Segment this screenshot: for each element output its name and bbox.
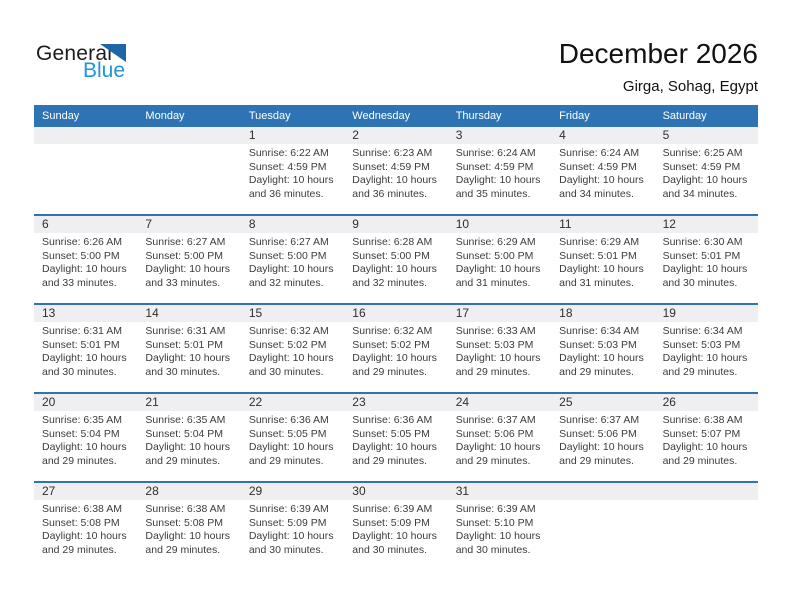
detail-line: Sunrise: 6:29 AM	[559, 236, 640, 248]
calendar-empty-cell	[551, 483, 654, 570]
detail-line: Sunset: 5:07 PM	[662, 427, 741, 440]
detail-line: and 29 minutes.	[352, 365, 427, 378]
week-row	[34, 214, 758, 303]
day-number	[551, 483, 654, 500]
calendar-day-cell	[137, 394, 240, 481]
day-sun-details	[448, 411, 551, 468]
calendar-day-cell	[241, 394, 344, 481]
detail-line: Daylight: 10 hours	[559, 174, 644, 186]
detail-line: and 36 minutes.	[352, 187, 427, 200]
day-number: 12	[655, 216, 758, 233]
day-sun-details	[344, 322, 447, 379]
detail-line: and 30 minutes.	[455, 543, 531, 556]
detail-line: Daylight: 10 hours	[248, 352, 334, 364]
detail-line: Sunset: 4:59 PM	[352, 160, 430, 173]
detail-line: Sunrise: 6:31 AM	[145, 325, 226, 337]
day-number: 5	[655, 127, 758, 144]
detail-line: and 29 minutes.	[352, 454, 427, 467]
day-sun-details	[655, 233, 758, 290]
detail-line: and 29 minutes.	[559, 365, 634, 378]
detail-line: Sunset: 5:02 PM	[352, 338, 430, 351]
calendar-day-cell	[344, 216, 447, 303]
detail-line: Sunset: 5:05 PM	[352, 427, 430, 440]
detail-line: Sunrise: 6:27 AM	[145, 236, 226, 248]
day-number	[34, 127, 137, 144]
logo-blue-text: Blue	[83, 59, 126, 82]
page-subtitle-location: Girga, Sohag, Egypt	[622, 78, 758, 95]
detail-line: Sunset: 5:01 PM	[559, 249, 637, 262]
day-sun-details	[655, 411, 758, 468]
day-number: 3	[448, 127, 551, 144]
day-number: 17	[448, 305, 551, 322]
day-number: 31	[448, 483, 551, 500]
detail-line: Sunset: 5:02 PM	[248, 338, 327, 351]
detail-line: and 30 minutes.	[662, 276, 738, 289]
detail-line: Daylight: 10 hours	[559, 263, 644, 275]
day-sun-details	[551, 322, 654, 379]
detail-line: Daylight: 10 hours	[455, 352, 541, 364]
detail-line: Daylight: 10 hours	[145, 352, 231, 364]
day-sun-details	[34, 322, 137, 379]
detail-line: Sunset: 5:08 PM	[42, 516, 120, 529]
detail-line: Sunrise: 6:37 AM	[455, 414, 536, 426]
page-title: December 2026	[558, 38, 758, 69]
detail-line: Sunrise: 6:26 AM	[42, 236, 122, 248]
day-number: 18	[551, 305, 654, 322]
detail-line: and 36 minutes.	[248, 187, 324, 200]
day-number: 8	[241, 216, 344, 233]
day-number: 26	[655, 394, 758, 411]
calendar-day-cell	[344, 305, 447, 392]
calendar-day-cell	[448, 305, 551, 392]
detail-line: and 32 minutes.	[248, 276, 324, 289]
calendar-day-cell	[655, 127, 758, 214]
detail-line: Sunrise: 6:36 AM	[352, 414, 433, 426]
detail-line: Sunset: 4:59 PM	[455, 160, 534, 173]
detail-line: Daylight: 10 hours	[352, 352, 437, 364]
day-number: 28	[137, 483, 240, 500]
day-sun-details	[344, 233, 447, 290]
day-number: 22	[241, 394, 344, 411]
detail-line: Sunrise: 6:39 AM	[248, 503, 329, 515]
detail-line: and 29 minutes.	[42, 454, 117, 467]
detail-line: Sunset: 5:03 PM	[662, 338, 741, 351]
detail-line: Sunset: 5:06 PM	[455, 427, 534, 440]
detail-line: Daylight: 10 hours	[662, 352, 748, 364]
calendar-day-cell	[137, 305, 240, 392]
detail-line: Daylight: 10 hours	[42, 530, 127, 542]
detail-line: Sunrise: 6:28 AM	[352, 236, 433, 248]
day-sun-details	[448, 500, 551, 557]
calendar-empty-cell	[34, 127, 137, 214]
detail-line: and 29 minutes.	[455, 365, 531, 378]
detail-line: Daylight: 10 hours	[455, 263, 541, 275]
detail-line: Sunrise: 6:39 AM	[352, 503, 433, 515]
day-sun-details	[448, 322, 551, 379]
detail-line: Daylight: 10 hours	[248, 441, 334, 453]
weekday-header-sunday: Sunday	[42, 110, 80, 122]
weekday-header-friday: Friday	[559, 110, 590, 122]
weekday-header-thursday: Thursday	[455, 110, 502, 122]
detail-line: Daylight: 10 hours	[662, 174, 748, 186]
day-sun-details	[34, 500, 137, 557]
calendar-day-cell	[551, 394, 654, 481]
day-sun-details	[448, 144, 551, 201]
day-number: 20	[34, 394, 137, 411]
detail-line: Sunset: 5:03 PM	[559, 338, 637, 351]
detail-line: and 29 minutes.	[662, 365, 738, 378]
detail-line: Sunset: 5:01 PM	[42, 338, 120, 351]
detail-line: Daylight: 10 hours	[145, 530, 231, 542]
calendar-day-cell	[34, 216, 137, 303]
general-blue-logo	[36, 42, 156, 82]
day-sun-details	[655, 144, 758, 201]
calendar-day-cell	[551, 127, 654, 214]
detail-line: Daylight: 10 hours	[352, 441, 437, 453]
detail-line: and 29 minutes.	[42, 543, 117, 556]
detail-line: Daylight: 10 hours	[42, 352, 127, 364]
detail-line: Sunrise: 6:34 AM	[559, 325, 640, 337]
calendar	[34, 105, 758, 570]
detail-line: Daylight: 10 hours	[455, 174, 541, 186]
day-sun-details	[241, 233, 344, 290]
detail-line: and 30 minutes.	[248, 365, 324, 378]
detail-line: Daylight: 10 hours	[662, 263, 748, 275]
detail-line: Sunrise: 6:24 AM	[455, 147, 536, 159]
calendar-day-cell	[241, 216, 344, 303]
detail-line: Sunset: 5:09 PM	[248, 516, 327, 529]
detail-line: Sunrise: 6:38 AM	[42, 503, 122, 515]
calendar-day-cell	[137, 216, 240, 303]
detail-line: Sunset: 4:59 PM	[559, 160, 637, 173]
calendar-day-cell	[448, 216, 551, 303]
calendar-empty-cell	[137, 127, 240, 214]
detail-line: Sunrise: 6:36 AM	[248, 414, 329, 426]
detail-line: Sunset: 5:00 PM	[455, 249, 534, 262]
day-sun-details	[241, 411, 344, 468]
detail-line: and 33 minutes.	[42, 276, 117, 289]
detail-line: and 35 minutes.	[455, 187, 531, 200]
detail-line: Daylight: 10 hours	[455, 530, 541, 542]
detail-line: Sunset: 5:09 PM	[352, 516, 430, 529]
day-number: 25	[551, 394, 654, 411]
day-sun-details	[137, 322, 240, 379]
detail-line: and 32 minutes.	[352, 276, 427, 289]
detail-line: Sunrise: 6:22 AM	[248, 147, 329, 159]
detail-line: Sunrise: 6:27 AM	[248, 236, 329, 248]
day-number: 9	[344, 216, 447, 233]
detail-line: Daylight: 10 hours	[42, 441, 127, 453]
detail-line: Sunrise: 6:38 AM	[662, 414, 743, 426]
calendar-day-cell	[241, 127, 344, 214]
week-row	[34, 392, 758, 481]
day-number: 19	[655, 305, 758, 322]
day-sun-details	[241, 144, 344, 201]
detail-line: Sunrise: 6:34 AM	[662, 325, 743, 337]
calendar-day-cell	[448, 483, 551, 570]
weekday-header-saturday: Saturday	[662, 110, 707, 122]
day-sun-details	[344, 500, 447, 557]
calendar-day-cell	[655, 216, 758, 303]
detail-line: Daylight: 10 hours	[352, 174, 437, 186]
day-sun-details	[551, 411, 654, 468]
detail-line: Sunrise: 6:25 AM	[662, 147, 743, 159]
day-sun-details	[137, 411, 240, 468]
day-number: 10	[448, 216, 551, 233]
detail-line: Daylight: 10 hours	[248, 263, 334, 275]
detail-line: and 34 minutes.	[559, 187, 634, 200]
detail-line: Sunset: 4:59 PM	[662, 160, 741, 173]
calendar-day-cell	[137, 483, 240, 570]
weekday-header-row	[34, 105, 758, 127]
day-sun-details	[34, 411, 137, 468]
calendar-day-cell	[551, 305, 654, 392]
detail-line: Daylight: 10 hours	[145, 263, 231, 275]
day-number	[137, 127, 240, 144]
detail-line: Sunset: 5:00 PM	[145, 249, 224, 262]
detail-line: Daylight: 10 hours	[352, 263, 437, 275]
detail-line: and 30 minutes.	[352, 543, 427, 556]
weekday-header-tuesday: Tuesday	[248, 110, 291, 122]
day-number: 7	[137, 216, 240, 233]
calendar-day-cell	[655, 394, 758, 481]
detail-line: Sunset: 5:00 PM	[42, 249, 120, 262]
day-number: 30	[344, 483, 447, 500]
detail-line: Daylight: 10 hours	[662, 441, 748, 453]
detail-line: and 29 minutes.	[559, 454, 634, 467]
day-number: 21	[137, 394, 240, 411]
day-number: 4	[551, 127, 654, 144]
detail-line: Daylight: 10 hours	[42, 263, 127, 275]
detail-line: Sunset: 4:59 PM	[248, 160, 327, 173]
detail-line: Sunrise: 6:35 AM	[42, 414, 122, 426]
detail-line: Sunset: 5:08 PM	[145, 516, 224, 529]
day-sun-details	[344, 144, 447, 201]
detail-line: and 29 minutes.	[145, 454, 221, 467]
day-number: 11	[551, 216, 654, 233]
day-number: 27	[34, 483, 137, 500]
detail-line: Sunset: 5:00 PM	[352, 249, 430, 262]
calendar-day-cell	[34, 483, 137, 570]
calendar-empty-cell	[655, 483, 758, 570]
day-sun-details	[241, 322, 344, 379]
detail-line: and 29 minutes.	[662, 454, 738, 467]
day-number: 1	[241, 127, 344, 144]
day-number: 15	[241, 305, 344, 322]
detail-line: and 29 minutes.	[145, 543, 221, 556]
detail-line: Sunset: 5:04 PM	[145, 427, 224, 440]
detail-line: Daylight: 10 hours	[248, 174, 334, 186]
detail-line: Sunrise: 6:35 AM	[145, 414, 226, 426]
day-sun-details	[551, 233, 654, 290]
calendar-day-cell	[241, 483, 344, 570]
calendar-day-cell	[34, 305, 137, 392]
detail-line: Daylight: 10 hours	[248, 530, 334, 542]
day-number	[655, 483, 758, 500]
detail-line: Sunrise: 6:38 AM	[145, 503, 226, 515]
calendar-day-cell	[551, 216, 654, 303]
calendar-day-cell	[344, 127, 447, 214]
detail-line: Sunrise: 6:30 AM	[662, 236, 743, 248]
detail-line: Daylight: 10 hours	[145, 441, 231, 453]
day-sun-details	[241, 500, 344, 557]
detail-line: and 30 minutes.	[42, 365, 117, 378]
detail-line: and 30 minutes.	[145, 365, 221, 378]
detail-line: Sunrise: 6:24 AM	[559, 147, 640, 159]
detail-line: Sunrise: 6:31 AM	[42, 325, 122, 337]
day-number: 16	[344, 305, 447, 322]
detail-line: Sunset: 5:10 PM	[455, 516, 534, 529]
detail-line: Sunrise: 6:32 AM	[352, 325, 433, 337]
detail-line: Sunset: 5:00 PM	[248, 249, 327, 262]
detail-line: and 30 minutes.	[248, 543, 324, 556]
logo-general-text: General	[36, 42, 113, 65]
detail-line: and 33 minutes.	[145, 276, 221, 289]
detail-line: and 29 minutes.	[248, 454, 324, 467]
detail-line: Sunset: 5:06 PM	[559, 427, 637, 440]
weekday-header-wednesday: Wednesday	[352, 110, 411, 122]
calendar-weeks	[34, 127, 758, 570]
detail-line: Daylight: 10 hours	[559, 352, 644, 364]
detail-line: and 34 minutes.	[662, 187, 738, 200]
detail-line: and 29 minutes.	[455, 454, 531, 467]
day-number: 24	[448, 394, 551, 411]
calendar-day-cell	[655, 305, 758, 392]
day-sun-details	[551, 144, 654, 201]
day-number: 14	[137, 305, 240, 322]
calendar-day-cell	[34, 394, 137, 481]
day-number: 13	[34, 305, 137, 322]
calendar-day-cell	[448, 394, 551, 481]
day-sun-details	[655, 322, 758, 379]
calendar-day-cell	[241, 305, 344, 392]
detail-line: Sunset: 5:01 PM	[145, 338, 224, 351]
detail-line: and 31 minutes.	[559, 276, 634, 289]
detail-line: Sunset: 5:05 PM	[248, 427, 327, 440]
day-number: 6	[34, 216, 137, 233]
detail-line: Sunset: 5:01 PM	[662, 249, 741, 262]
detail-line: Sunrise: 6:39 AM	[455, 503, 536, 515]
day-sun-details	[344, 411, 447, 468]
week-row	[34, 127, 758, 214]
day-sun-details	[137, 500, 240, 557]
weekday-header-monday: Monday	[145, 110, 185, 122]
day-sun-details	[448, 233, 551, 290]
detail-line: Sunrise: 6:32 AM	[248, 325, 329, 337]
detail-line: Sunset: 5:03 PM	[455, 338, 534, 351]
day-sun-details	[137, 233, 240, 290]
detail-line: Sunrise: 6:29 AM	[455, 236, 536, 248]
week-row	[34, 303, 758, 392]
calendar-day-cell	[448, 127, 551, 214]
detail-line: Sunrise: 6:37 AM	[559, 414, 640, 426]
week-row	[34, 481, 758, 570]
detail-line: Sunrise: 6:23 AM	[352, 147, 433, 159]
detail-line: Daylight: 10 hours	[559, 441, 644, 453]
detail-line: Daylight: 10 hours	[455, 441, 541, 453]
day-number: 29	[241, 483, 344, 500]
day-number: 23	[344, 394, 447, 411]
detail-line: Sunrise: 6:33 AM	[455, 325, 536, 337]
calendar-day-cell	[344, 394, 447, 481]
detail-line: and 31 minutes.	[455, 276, 531, 289]
detail-line: Daylight: 10 hours	[352, 530, 437, 542]
day-sun-details	[34, 233, 137, 290]
calendar-day-cell	[344, 483, 447, 570]
detail-line: Sunset: 5:04 PM	[42, 427, 120, 440]
day-number: 2	[344, 127, 447, 144]
